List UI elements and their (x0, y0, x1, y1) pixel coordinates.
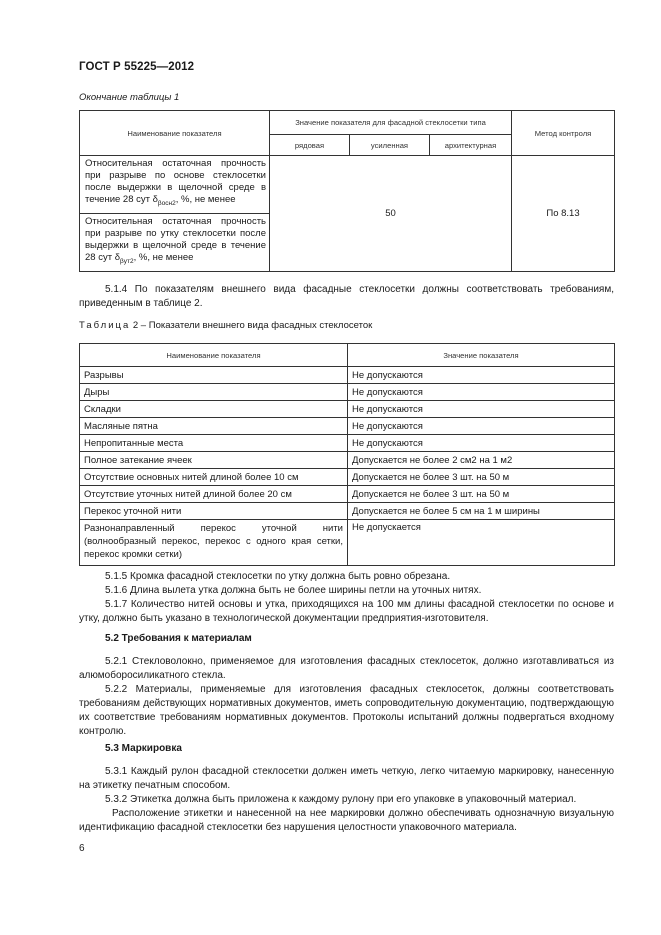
t2-row-name: Разнонаправленный перекос уточной нити (волнообразный перекос, перекос с одного края сетки, перекос кромки сетки) (80, 520, 348, 566)
t2-row-name: Отсутствие основных нитей длиной более 10 см (80, 469, 348, 486)
t2-row-value: Допускается не более 2 см2 на 1 м2 (348, 452, 615, 469)
t2-row-value: Не допускается (348, 520, 615, 566)
page-number: 6 (79, 843, 85, 854)
t1-col-value-group: Значение показателя для фасадной стеклосетки типа (270, 111, 512, 135)
t2-row-name: Отсутствие уточных нитей длиной более 20 см (80, 486, 348, 503)
paragraph-5-3-2: 5.3.2 Этикетка должна быть приложена к каждому рулону при его упаковке в упаковочный материал. (105, 794, 577, 805)
paragraph-5-2-2: 5.2.2 Материалы, применяемые для изготовления фасадных стеклосеток, должны соответствовать требованиям действующих нормативных документов, иметь сопроводительную документацию, подтверждающую их соответствие требованиям нормативных документов. Протоколы испытаний должны подвергаться входному контролю. (79, 684, 614, 737)
paragraph-5-1-4: 5.1.4 По показателям внешнего вида фасадные стеклосетки должны соответствовать требованиям, приведенным в таблице 2. (79, 284, 614, 309)
t1-col-type: усиленная (350, 135, 430, 156)
t2-row-value: Не допускаются (348, 401, 615, 418)
t1-col-type: архитектурная (430, 135, 512, 156)
t2-row-name: Непропитанные места (80, 435, 348, 452)
paragraph-5-1-5: 5.1.5 Кромка фасадной стеклосетки по утку должна быть ровно обрезана. (105, 571, 451, 582)
t1-col-type: рядовая (270, 135, 350, 156)
t2-row-value: Не допускаются (348, 367, 615, 384)
t2-row-name: Полное затекание ячеек (80, 452, 348, 469)
section-5-2-title: 5.2 Требования к материалам (105, 633, 252, 644)
t2-row-name: Разрывы (80, 367, 348, 384)
t2-row-name: Перекос уточной нити (80, 503, 348, 520)
t1-row-name: Относительная остаточная прочность при разрыве по утку стеклосетки после выдержки в щелочной среде в течение 28 сут $\delta_{\beta ут2}$, %, не менее (80, 214, 270, 272)
t2-row-value: Допускается не более 3 шт. на 50 м (348, 486, 615, 503)
paragraph-5-3-2-continued: Расположение этикетки и нанесенной на нее маркировки должно обеспечивать однозначную визуальную идентификацию фасадной стеклосетки без нарушения целостности упаковочного материала. (79, 808, 614, 833)
t2-row-value: Допускается не более 5 см на 1 м ширины (348, 503, 615, 520)
t2-row-value: Не допускаются (348, 384, 615, 401)
t1-method: По 8.13 (512, 156, 615, 272)
t1-col-name: Наименование показателя (80, 111, 270, 156)
t2-row-name: Складки (80, 401, 348, 418)
paragraph-5-1-6: 5.1.6 Длина вылета утка должна быть не более ширины петли на уточных нитях. (105, 585, 482, 596)
paragraph-5-3-1: 5.3.1 Каждый рулон фасадной стеклосетки должен иметь четкую, легко читаемую маркировку, нанесенную на этикетку печатным способом. (79, 766, 614, 791)
t2-row-value: Не допускаются (348, 418, 615, 435)
paragraph-5-1-7: 5.1.7 Количество нитей основы и утка, приходящихся на 100 мм длины фасадной стеклосетки по основе и утку, должно быть указано в технологической документации предприятия-изготовителя. (79, 599, 614, 624)
paragraph-5-2-1: 5.2.1 Стекловолокно, применяемое для изготовления фасадных стеклосеток, должно изготавливаться из алюмоборосиликатного стекла. (79, 656, 614, 681)
t2-row-name: Масляные пятна (80, 418, 348, 435)
table1-caption: Окончание таблицы 1 (79, 92, 180, 103)
t1-value: 50 (270, 156, 512, 272)
table2 (79, 343, 615, 566)
t2-row-name: Дыры (80, 384, 348, 401)
standard-header: ГОСТ Р 55225—2012 (79, 61, 195, 73)
t1-row-name: Относительная остаточная прочность при разрыве по основе стеклосетки после выдержки в щелочной среде в течение 28 сут $\delta_{\beta осн2}$, %, не менее (80, 156, 270, 214)
t2-col-name: Наименование показателя (80, 344, 348, 367)
table1 (79, 110, 615, 272)
t2-col-value: Значение показателя (348, 344, 615, 367)
section-5-3-title: 5.3 Маркировка (105, 743, 182, 754)
t1-col-method: Метод контроля (512, 111, 615, 156)
t2-row-value: Не допускаются (348, 435, 615, 452)
table2-caption: Таблица 2 – Показатели внешнего вида фасадных стеклосеток (79, 320, 373, 331)
t2-row-value: Допускается не более 3 шт. на 50 м (348, 469, 615, 486)
